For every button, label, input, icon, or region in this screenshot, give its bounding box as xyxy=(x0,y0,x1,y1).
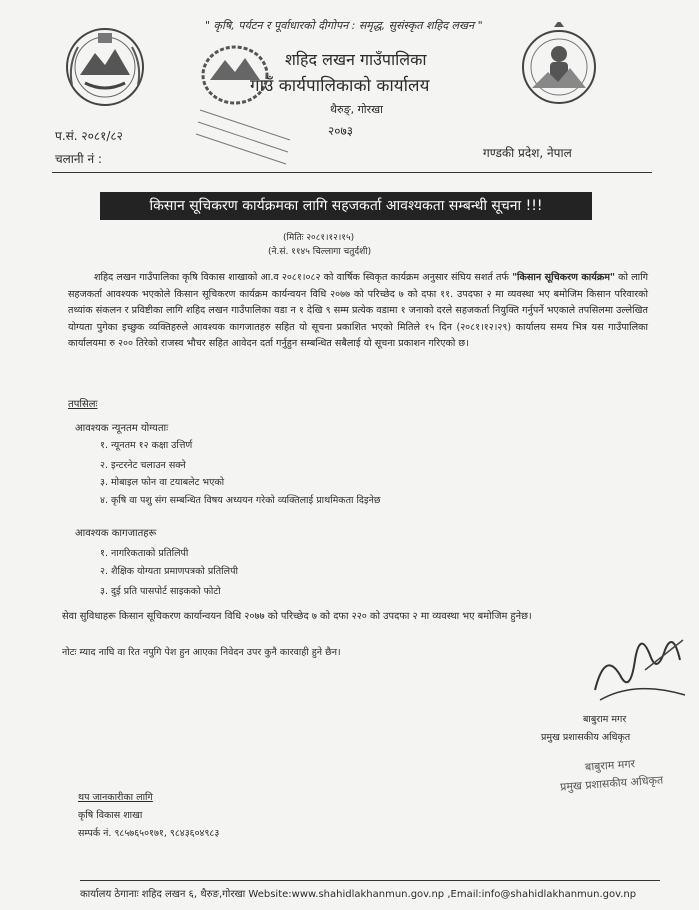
notice-title: किसान सूचिकरण कार्यक्रमका लागि सहजकर्ता आवश्यकता सम्बन्धी सूचना !!! xyxy=(100,192,592,220)
list-item: ४. कृषि वा पशु संग सम्बन्धित विषय अध्ययन गरेको व्यक्तिलाई प्राथमिकता दिइनेछ xyxy=(100,495,381,506)
service-text: सेवा सुविधाहरू किसान सूचिकरण कार्यान्वयन विधि २०७७ को परिच्छेद ७ को दफा २२० को उपदफा २ मा व्यवस्था भए बमोजिम हुनेछ। xyxy=(62,611,532,622)
notice-body xyxy=(68,270,648,353)
contact-heading: थप जानकारीका लागि xyxy=(78,792,153,803)
footer-address: कार्यालय ठेगानाः शहिद लखन ६, थैरुङ,गोरखा xyxy=(80,889,246,900)
body-text-part2: को लागि सहजकर्ता आवश्यक भएकोले किसान सूचिकरण कार्यक्रम कार्यन्वयन विधि २०७७ को परिच्छेद ७ को दफा ११. उपदफा २ मा व्यवस्था भए बमोजिम किसान परिवारको तथ्यांक संकलन र प्रविष्टीका लागि शहिद लखन गाउँपालिका वडा न १ देखि ९ सम्म प्रत्येक वडामा १ जनाको दरले सहजकर्ता नियुक्ति गर्नुपर्ने भएकाले तपसिलमा उल्लेखित योग्यता पुगेका इच्छुक व्यक्तिहरुले आवश्यक कागजातहरु सहित यो सूचना प्रकाशित भएको मितिले १५ दिन (२०८१।१२।२९) कार्यालय समय भित्र यस गाउँपालिका कार्यालयमा रु २०० तिरेको राजस्व भौचर सहित आवेदन दर्ता गर्नुहुन सम्बन्धित सबैलाई यो सूचना प्रकाशन गरिएको छ। xyxy=(68,272,649,349)
note-text: नोटः म्याद नाघि वा रित नपुगि पेश हुन आएका निवेदन उपर कुनै कारवाही हुने छैन। xyxy=(62,647,341,658)
reference-number: प.सं. २०८१/८२ xyxy=(55,129,123,143)
stamp-signatory-name: बाबुराम मगर xyxy=(584,757,636,774)
body-program-name: "किसान सूचिकरण कार्यक्रम" xyxy=(512,272,615,283)
nepal-emblem-logo xyxy=(60,25,150,110)
documents-heading: आवश्यक कागजातहरू xyxy=(75,528,157,539)
stamp-signatory-title: प्रमुख प्रशासकीय अधिकृत xyxy=(559,773,664,794)
notice-date: (मितिः २०८१।१२।१५) xyxy=(283,233,355,243)
footer xyxy=(80,886,636,900)
list-item: २. शैक्षिक योग्यता प्रमाणपत्रको प्रतिलिपी xyxy=(100,566,238,577)
footer-website[interactable]: Website:www.shahidlakhanmun.gov.np xyxy=(248,889,445,900)
header-divider xyxy=(52,172,652,173)
qualifications-heading: आवश्यक न्यूनतम योग्यताः xyxy=(75,423,169,434)
footer-email[interactable]: ,Email:info@shahidlakhanmun.gov.np xyxy=(447,889,637,900)
list-item: १. नागरिकताको प्रतिलिपी xyxy=(100,548,189,559)
established-year: २०७३ xyxy=(328,124,353,138)
motto: " कृषि, पर्यटन र पूर्वाधारको दीगोपन : समृद्ध, सुसंस्कृत शहिद लखन " xyxy=(205,19,483,32)
office-address: थैरुङ्, गोरखा xyxy=(330,103,383,116)
list-item: १. न्यूनतम १२ कक्षा उत्तिर्ण xyxy=(100,440,193,451)
list-item: ३. मोबाइल फोन वा टयाबलेट भएको xyxy=(100,477,225,488)
contact-department: कृषि विकास शाखा xyxy=(78,810,143,821)
municipality-name: शहिद लखन गाउँपालिका xyxy=(285,50,427,69)
signatory-name: बाबुराम मगर xyxy=(583,714,627,725)
details-heading: तपसिलः xyxy=(68,399,98,410)
office-seal-stamp xyxy=(180,40,300,170)
list-item: ३. दुई प्रति पासपोर्ट साइकको फोटो xyxy=(100,586,221,597)
handwritten-signature xyxy=(585,620,695,715)
municipality-logo xyxy=(518,22,600,112)
office-name: गाउँ कार्यपालिकाको कार्यालय xyxy=(250,76,430,96)
dispatch-number: चलानी नं : xyxy=(55,152,102,166)
body-text-part1: शहिद लखन गाउँपालिका कृषि विकास शाखाको आ.व २०८१।०८२ को वार्षिक स्विकृत कार्यक्रम अनुसार संघिय सशर्त तर्फ xyxy=(94,272,513,283)
signatory-title: प्रमुख प्रशासकीय अधिकृत xyxy=(541,732,631,743)
notice-date-nepal-sambat: (ने.सं. ११४५ चिल्लागा चतुर्दशी) xyxy=(268,247,372,257)
province-label: गण्डकी प्रदेश, नेपाल xyxy=(483,146,572,160)
list-item: २. इन्टरनेट चलाउन सक्ने xyxy=(100,460,186,471)
footer-divider xyxy=(80,880,660,881)
contact-phones: सम्पर्क नं. ९८५७६५०१७१, ९८४३६०४९८३ xyxy=(78,828,220,839)
